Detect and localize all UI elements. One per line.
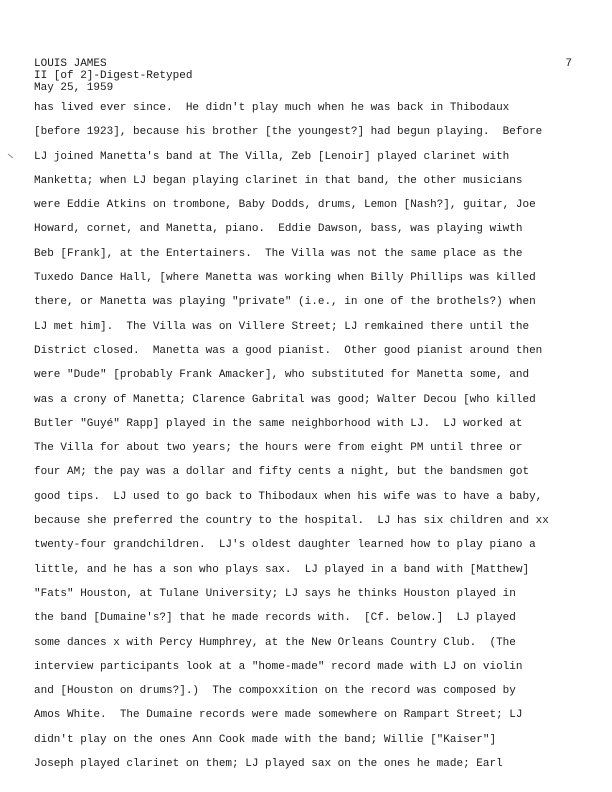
transcript-line: LJ met him]. The Villa was on Villere Street; LJ remkained there until the [34, 320, 530, 333]
transcript-line: Manketta; when LJ began playing clarinet in that band, the other musicians [34, 174, 523, 187]
transcript-line: LJ joined Manetta's band at The Villa, Zeb [Lenoir] played clarinet with [34, 150, 510, 163]
transcript-line: Tuxedo Dance Hall, [where Manetta was working when Billy Phillips was killed [34, 272, 536, 285]
transcript-line: Howard, cornet, and Manetta, piano. Eddie Dawson, bass, was playing wiwth [34, 223, 523, 236]
transcript-line: Butler "Guyé" Rapp] played in the same neighborhood with LJ. LJ worked at [34, 417, 523, 430]
transcript-line: twenty-four grandchildren. LJ's oldest daughter learned how to play piano a [34, 539, 536, 552]
transcript-line: some dances x with Percy Humphrey, at the New Orleans Country Club. (The [34, 636, 516, 649]
transcript-line: four AM; the pay was a dollar and fifty cents a night, but the bandsmen got [34, 466, 530, 479]
transcript-line: because she preferred the country to the hospital. LJ has six children and xx [34, 515, 549, 528]
transcript-line: little, and he has a son who plays sax. LJ played in a band with [Matthew] [34, 563, 530, 576]
transcript-line: [before 1923], because his brother [the youngest?] had begun playing. Before [34, 126, 543, 139]
page-number: 7 [565, 58, 572, 70]
transcript-line: "Fats" Houston, at Tulane University; LJ says he thinks Houston played in [34, 587, 516, 600]
transcript-line: the band [Dumaine's?] that he made records with. [Cf. below.] LJ played [34, 612, 516, 625]
transcript-line: Amos White. The Dumaine records were made somewhere on Rampart Street; LJ [34, 709, 523, 722]
transcript-line: were Eddie Atkins on trombone, Baby Dodds, drums, Lemon [Nash?], guitar, Joe [34, 199, 536, 212]
transcript-line: Beb [Frank], at the Entertainers. The Villa was not the same place as the [34, 247, 523, 260]
transcript-line: has lived ever since. He didn't play much when he was back in Thibodaux [34, 102, 510, 114]
transcript-line: were "Dude" [probably Frank Amacker], who substituted for Manetta some, and [34, 369, 530, 382]
transcript-line: Joseph played clarinet on them; LJ played sax on the ones he made; Earl [34, 758, 503, 771]
transcript-line: The Villa for about two years; the hours were from eight PM until three or [34, 442, 523, 455]
transcript-line: didn't play on the ones Ann Cook made with the band; Willie ["Kaiser"] [34, 733, 497, 746]
transcript-line: good tips. LJ used to go back to Thibodaux when his wife was to have a baby, [34, 490, 543, 503]
margin-tick-mark [6, 152, 16, 162]
transcript-line: District closed. Manetta was a good pianist. Other good pianist around then [34, 344, 543, 357]
transcript-body [34, 96, 594, 776]
document-header [34, 58, 594, 94]
interview-date: May 25, 1959 [34, 82, 114, 94]
reel-info: II [of 2]-Digest-Retyped [34, 70, 193, 82]
interviewee-name: LOUIS JAMES [34, 58, 107, 70]
transcript-line: interview participants look at a "home-made" record made with LJ on violin [34, 660, 523, 673]
transcript-line: was a crony of Manetta; Clarence Gabrital was good; Walter Decou [who killed [34, 393, 536, 406]
transcript-line: there, or Manetta was playing "private" (i.e., in one of the brothels?) when [34, 296, 536, 309]
transcript-line: and [Houston on drums?].) The compoxxition on the record was composed by [34, 685, 516, 698]
